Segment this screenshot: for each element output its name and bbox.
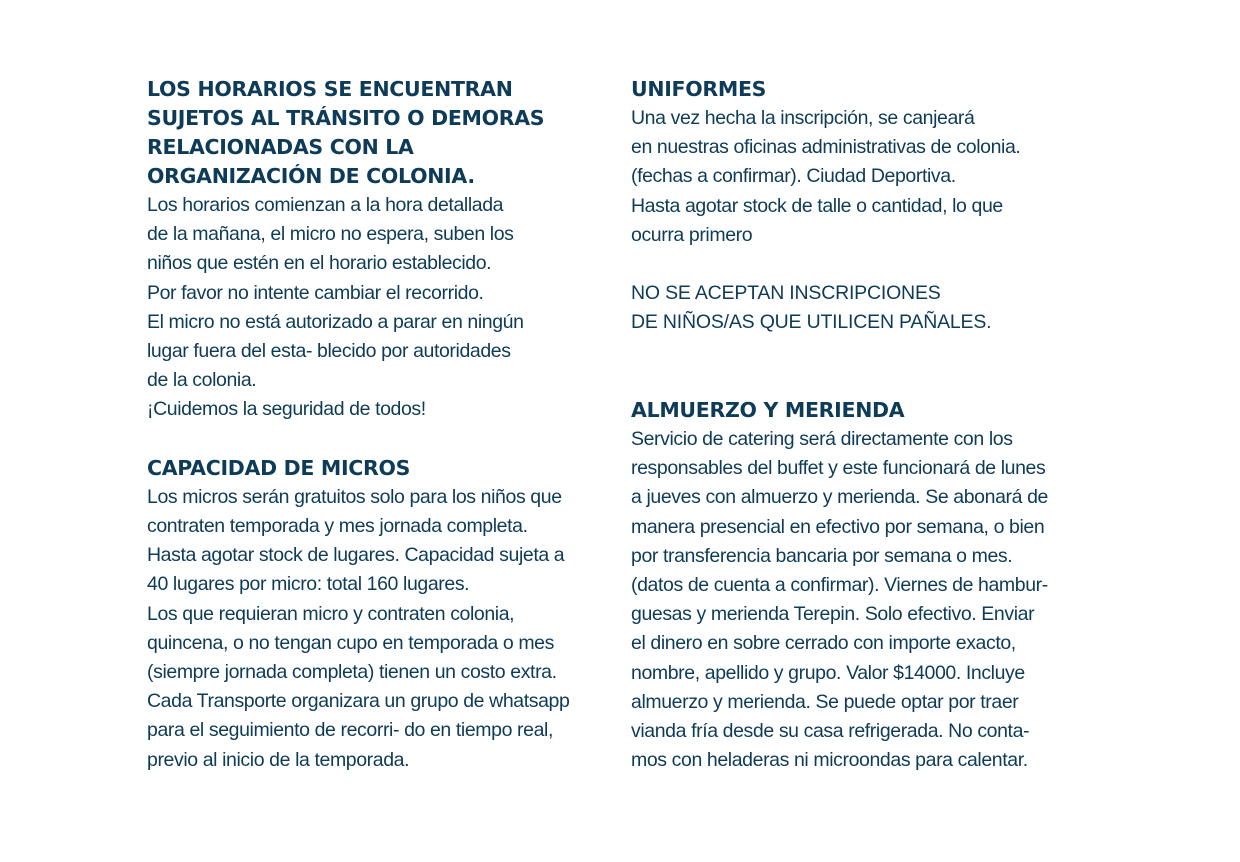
uniformes-section [631, 75, 1081, 250]
almuerzo-body-line: Servicio de catering será directamente con los [631, 427, 1013, 450]
right-column [631, 75, 1081, 775]
capacidad-body-line: 40 lugares por micro: total 160 lugares. [147, 573, 470, 596]
almuerzo-body [631, 425, 1081, 775]
left-column [147, 75, 597, 775]
almuerzo-body-line: mos con heladeras ni microondas para calentar. [631, 749, 1028, 772]
capacidad-body-line: para el seguimiento de recorri- do en tiempo real, [147, 719, 553, 742]
uniformes-body-line: en nuestras oficinas administrativas de colonia. [631, 136, 1021, 159]
capacidad-body-line: (siempre jornada completa) tienen un costo extra. [147, 661, 557, 684]
uniformes-body-line: Una vez hecha la inscripción, se canjeará [631, 107, 975, 129]
horarios-body-line: Los horarios comienzan a la hora detallada [147, 194, 504, 216]
spacer [147, 425, 597, 454]
notice-line: DE NIÑOS/AS QUE UTILICEN PAÑALES. [631, 311, 992, 334]
almuerzo-body-line: manera presencial en efectivo por semana, o bien [631, 515, 1045, 538]
almuerzo-body-line: almuerzo y merienda. Se puede optar por traer [631, 690, 1019, 713]
horarios-body-line: de la colonia. [147, 369, 257, 392]
panales-notice [631, 279, 1081, 337]
spacer [631, 338, 1081, 367]
uniformes-body-line: (fechas a confirmar). Ciudad Deportiva. [631, 165, 956, 188]
uniformes-body [631, 104, 1081, 250]
uniformes-heading: UNIFORMES [631, 77, 767, 101]
capacidad-body-line: Los que requieran micro y contraten colonia, [147, 602, 515, 625]
horarios-heading-line: LOS HORARIOS SE ENCUENTRAN [147, 77, 513, 101]
spacer [631, 367, 1081, 396]
almuerzo-body-line: por transferencia bancaria por semana o mes. [631, 544, 1013, 567]
horarios-body-line: niños que estén en el horario establecido. [147, 252, 492, 275]
almuerzo-body-line: el dinero en sobre cerrado con importe exacto, [631, 632, 1016, 655]
horarios-heading-line: SUJETOS AL TRÁNSITO O DEMORAS [147, 106, 545, 130]
almuerzo-body-line: responsables del buffet y este funcionará de lunes [631, 457, 1046, 480]
horarios-section [147, 75, 597, 425]
horarios-heading [147, 75, 597, 191]
capacidad-body-line: contraten temporada y mes jornada completa. [147, 515, 528, 538]
uniformes-body-line: ocurra primero [631, 223, 753, 246]
notice-line: NO SE ACEPTAN INSCRIPCIONES [631, 282, 941, 305]
horarios-body-line: ¡Cuidemos la seguridad de todos! [147, 398, 426, 421]
almuerzo-body-line: guesas y merienda Terepin. Solo efectivo. Enviar [631, 603, 1035, 626]
spacer [631, 250, 1081, 279]
horarios-body [147, 191, 597, 425]
capacidad-heading: CAPACIDAD DE MICROS [147, 455, 411, 480]
almuerzo-body-line: (datos de cuenta a confirmar). Viernes de hambur- [631, 574, 1048, 596]
capacidad-body-line: previo al inicio de la temporada. [147, 748, 410, 771]
capacidad-body-line: Los micros serán gratuitos solo para los niños que [147, 485, 562, 508]
horarios-heading-line: RELACIONADAS CON LA [147, 135, 414, 159]
horarios-body-line: El micro no está autorizado a parar en ningún [147, 310, 524, 333]
almuerzo-section [631, 396, 1081, 775]
uniformes-body-line: Hasta agotar stock de talle o cantidad, lo que [631, 194, 1003, 217]
capacidad-body [147, 483, 597, 775]
horarios-body-line: de la mañana, el micro no espera, suben los [147, 223, 514, 246]
horarios-body-line: Por favor no intente cambiar el recorrido. [147, 281, 484, 304]
capacidad-body-line: quincena, o no tengan cupo en temporada o mes [147, 631, 554, 654]
capacidad-body-line: Hasta agotar stock de lugares. Capacidad sujeta a [147, 544, 565, 567]
capacidad-section [147, 454, 597, 775]
almuerzo-body-line: a jueves con almuerzo y merienda. Se abonará de [631, 486, 1048, 509]
almuerzo-heading: ALMUERZO Y MERIENDA [631, 397, 905, 422]
horarios-heading-line: ORGANIZACIÓN DE COLONIA. [147, 164, 475, 188]
capacidad-body-line: Cada Transporte organizara un grupo de whatsapp [147, 690, 570, 713]
almuerzo-body-line: nombre, apellido y grupo. Valor $14000. Incluye [631, 661, 1025, 684]
horarios-body-line: lugar fuera del esta- blecido por autoridades [147, 340, 511, 363]
almuerzo-body-line: vianda fría desde su casa refrigerada. No conta- [631, 720, 1030, 743]
